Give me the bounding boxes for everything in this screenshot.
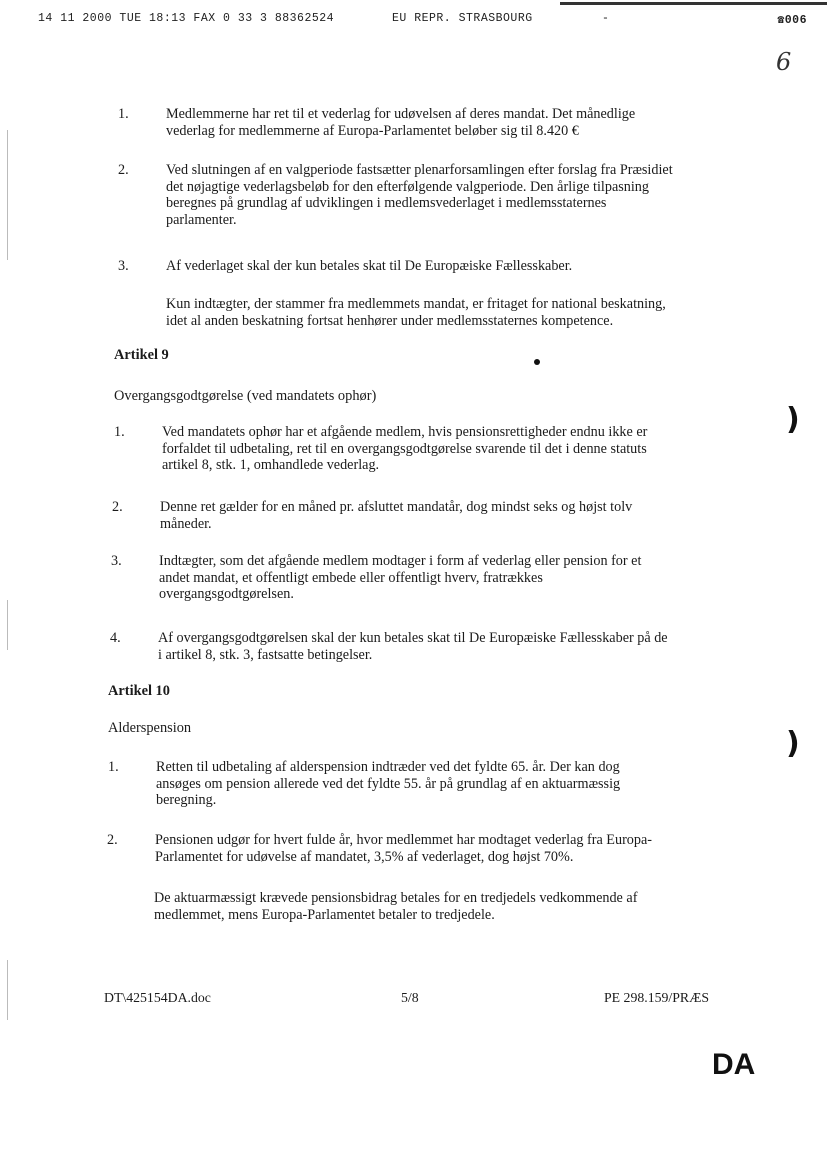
item-text xyxy=(160,499,632,532)
text-line: idet al anden beskatning fortsat henhører under medlemsstaternes kompetence. xyxy=(166,312,614,329)
text-line: medlemmet, mens Europa-Parlamentet betaler to tredjedele. xyxy=(154,906,495,923)
item-text xyxy=(156,759,620,809)
scan-margin-line xyxy=(7,960,8,1020)
item-number: 2. xyxy=(107,832,118,848)
punch-hole-mark: ) xyxy=(786,726,800,761)
article9-heading: Artikel 9 xyxy=(114,347,169,363)
item-number: 3. xyxy=(118,258,129,274)
text-line: vederlag for medlemmerne af Europa-Parlamentet beløber sig til 8.420 € xyxy=(166,122,579,139)
language-code: DA xyxy=(712,1048,756,1081)
item-text xyxy=(155,832,652,865)
text-line: i artikel 8, stk. 3, fastsatte betingelser. xyxy=(158,646,373,663)
text-line: Indtægter, som det afgående medlem modtager i form af vederlag eller pension for et xyxy=(159,553,642,569)
fax-organization: EU REPR. STRASBOURG xyxy=(392,12,533,25)
footer-pe-ref: PE 298.159/PRÆS xyxy=(604,990,710,1005)
item-text xyxy=(166,258,572,275)
text-line: ansøges om pension allerede ved det fyldte 55. år på grundlag af en aktuarmæssig xyxy=(156,775,621,792)
scan-margin-line xyxy=(7,130,8,260)
footer-doc-ref: DT\425154DA.doc xyxy=(104,990,211,1005)
article10-note xyxy=(154,890,754,923)
text-line: andet mandat, et offentligt embede eller offentligt hverv, fratrækkes xyxy=(159,569,543,586)
text-line: forfaldet til udbetaling, ret til en overgangsgodtgørelse svarende til det i denne statuts xyxy=(162,440,647,457)
text-line: Af vederlaget skal der kun betales skat til De Europæiske Fællesskaber. xyxy=(166,258,573,274)
text-line: Denne ret gælder for en måned pr. afsluttet mandatår, dog mindst seks og højst tolv xyxy=(160,499,633,515)
article9-subheading: Overgangsgodtgørelse (ved mandatets ophør) xyxy=(114,388,377,404)
text-line: det nøjagtige vederlagsbeløb for den efterfølgende valgperiode. Den årlige tilpasning xyxy=(166,178,649,195)
text-line: Pensionen udgør for hvert fulde år, hvor medlemmet har modtaget vederlag fra Europa- xyxy=(155,832,652,848)
scan-margin-line xyxy=(7,600,8,650)
item-text xyxy=(158,630,668,663)
text-line: artikel 8, stk. 1, omhandlede vederlag. xyxy=(162,457,380,473)
text-line: beregnes på grundlag af udviklingen i medlemsvederlaget i medlemsstaternes xyxy=(166,195,607,211)
item-number: 2. xyxy=(118,162,129,178)
text-line: Ved slutningen af en valgperiode fastsætter plenarforsamlingen efter forslag fra Præsidiet xyxy=(166,162,673,178)
item-number: 2. xyxy=(112,499,123,515)
item-text xyxy=(159,553,641,603)
item-text xyxy=(166,106,635,139)
item-text xyxy=(162,424,647,474)
handwritten-page-mark: 6 xyxy=(776,48,792,76)
article10-subheading: Alderspension xyxy=(108,720,192,736)
text-line: Kun indtægter, der stammer fra medlemmets mandat, er fritaget for national beskatning, xyxy=(166,296,666,312)
article8-note xyxy=(166,296,766,329)
fax-dash: - xyxy=(602,12,610,25)
fax-page-number-value: 006 xyxy=(784,14,807,27)
text-line: måneder. xyxy=(160,515,212,532)
item-number: 1. xyxy=(118,106,129,122)
text-line: Parlamentet for udøvelse af mandatet, 3,5% af vederlaget, dog højst 70%. xyxy=(155,848,574,865)
item-number: 1. xyxy=(114,424,125,440)
item-number: 1. xyxy=(108,759,119,775)
text-line: beregning. xyxy=(156,792,217,808)
item-number: 3. xyxy=(111,553,122,569)
item-text xyxy=(166,162,673,228)
footer-page: 5/8 xyxy=(401,990,419,1005)
fax-top-rule xyxy=(560,2,827,5)
fax-datetime-number: 14 11 2000 TUE 18:13 FAX 0 33 3 88362524 xyxy=(38,12,335,25)
text-line: Ved mandatets ophør har et afgående medlem, hvis pensionsrettigheder endnu ikke er xyxy=(162,424,648,440)
fax-page-number: ☎006 xyxy=(777,14,807,27)
text-line: Medlemmerne har ret til et vederlag for udøvelsen af deres mandat. Det månedlige xyxy=(166,106,636,122)
scan-dot xyxy=(534,359,540,365)
fax-header xyxy=(38,12,807,30)
text-line: Retten til udbetaling af alderspension indtræder ved det fyldte 65. år. Der kan dog xyxy=(156,759,620,775)
text-line: overgangsgodtgørelsen. xyxy=(159,586,294,602)
text-line: De aktuarmæssigt krævede pensionsbidrag betales for en tredjedels vedkommende af xyxy=(154,890,638,906)
item-number: 4. xyxy=(110,630,121,646)
article10-heading: Artikel 10 xyxy=(108,683,170,699)
text-line: parlamenter. xyxy=(166,211,237,228)
punch-hole-mark: ) xyxy=(786,402,800,437)
text-line: Af overgangsgodtgørelsen skal der kun betales skat til De Europæiske Fællesskaber på de xyxy=(158,630,668,646)
